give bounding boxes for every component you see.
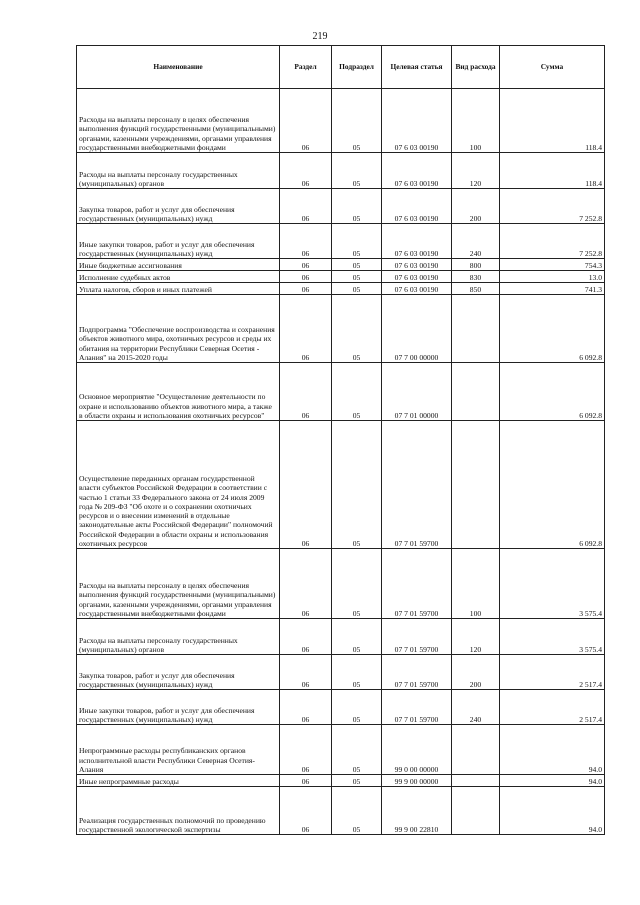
- row-name: Расходы на выплаты персоналу в целях обеспечения выполнения функций государственными (муниципальными) органами, казенными учреждениями, органами управления государственными внебюджетными фондами: [77, 549, 280, 619]
- row-section: 06: [280, 690, 332, 725]
- row-target: 99 9 00 22810: [382, 787, 452, 835]
- row-type: 100: [452, 549, 500, 619]
- table-body: [77, 89, 605, 835]
- row-subsection: 05: [332, 189, 382, 224]
- table-row: [77, 259, 605, 271]
- row-section: 06: [280, 271, 332, 283]
- table-row: [77, 89, 605, 153]
- row-target: 07 7 01 59700: [382, 690, 452, 725]
- header-type: Вид расхода: [452, 46, 500, 89]
- row-subsection: 05: [332, 153, 382, 189]
- row-sum: 94.0: [500, 775, 605, 787]
- row-target: 07 6 03 00190: [382, 283, 452, 295]
- row-target: 07 7 01 59700: [382, 619, 452, 655]
- table-row: [77, 725, 605, 775]
- table-row: [77, 619, 605, 655]
- table-row: [77, 224, 605, 259]
- row-section: 06: [280, 787, 332, 835]
- row-type: 830: [452, 271, 500, 283]
- table-row: [77, 549, 605, 619]
- table-row: [77, 271, 605, 283]
- row-name: Иные бюджетные ассигнования: [77, 259, 280, 271]
- row-subsection: 05: [332, 295, 382, 363]
- row-section: 06: [280, 295, 332, 363]
- row-target: 99 9 00 00000: [382, 775, 452, 787]
- row-target: 07 6 03 00190: [382, 89, 452, 153]
- row-target: 07 6 03 00190: [382, 224, 452, 259]
- row-section: 06: [280, 89, 332, 153]
- row-sum: 741.3: [500, 283, 605, 295]
- row-target: 07 7 01 59700: [382, 421, 452, 549]
- header-sum: Сумма: [500, 46, 605, 89]
- row-type: [452, 421, 500, 549]
- table-row: [77, 690, 605, 725]
- row-sum: 13.0: [500, 271, 605, 283]
- row-sum: 7 252.8: [500, 224, 605, 259]
- row-name: Осуществление переданных органам государственной власти субъектов Российской Федерации в соответствии с частью 1 статьи 33 Федерального закона от 24 июля 2009 года № 209-ФЗ "Об охоте и о сохранении охотничьих ресурсов и о внесении изменений в отдельные законодательные акты Российской Федерации" полномочий Российской Федерации в области охраны и использования охотничьих ресурсов: [77, 421, 280, 549]
- row-subsection: 05: [332, 655, 382, 690]
- row-target: 07 7 01 59700: [382, 655, 452, 690]
- row-type: 240: [452, 224, 500, 259]
- row-name: Иные закупки товаров, работ и услуг для обеспечения государственных (муниципальных) нужд: [77, 224, 280, 259]
- row-subsection: 05: [332, 690, 382, 725]
- row-type: 200: [452, 655, 500, 690]
- row-sum: 6 092.8: [500, 363, 605, 421]
- row-type: 120: [452, 153, 500, 189]
- header-target: Целевая статья: [382, 46, 452, 89]
- row-target: 07 6 03 00190: [382, 189, 452, 224]
- row-sum: 7 252.8: [500, 189, 605, 224]
- row-subsection: 05: [332, 259, 382, 271]
- row-section: 06: [280, 189, 332, 224]
- table-row: [77, 787, 605, 835]
- row-sum: 754.3: [500, 259, 605, 271]
- row-target: 07 7 01 59700: [382, 549, 452, 619]
- budget-table: [76, 45, 605, 835]
- row-sum: 2 517.4: [500, 655, 605, 690]
- table-row: [77, 283, 605, 295]
- table-row: [77, 363, 605, 421]
- header-name: Наименование: [77, 46, 280, 89]
- row-subsection: 05: [332, 775, 382, 787]
- row-target: 99 0 00 00000: [382, 725, 452, 775]
- row-sum: 6 092.8: [500, 295, 605, 363]
- row-section: 06: [280, 549, 332, 619]
- row-subsection: 05: [332, 283, 382, 295]
- row-subsection: 05: [332, 421, 382, 549]
- header-section: Раздел: [280, 46, 332, 89]
- page-number: 219: [312, 31, 328, 42]
- row-section: 06: [280, 421, 332, 549]
- row-type: 850: [452, 283, 500, 295]
- row-subsection: 05: [332, 725, 382, 775]
- row-type: 800: [452, 259, 500, 271]
- row-section: 06: [280, 224, 332, 259]
- header-subsection: Подраздел: [332, 46, 382, 89]
- row-name: Подпрограмма "Обеспечение воспроизводства и сохранения объектов животного мира, охотничьих ресурсов и среды их обитания на территории Республики Северная Осетия - Алания" на 2015-2020 годы: [77, 295, 280, 363]
- row-type: [452, 775, 500, 787]
- row-section: 06: [280, 363, 332, 421]
- row-sum: 3 575.4: [500, 549, 605, 619]
- row-name: Исполнение судебных актов: [77, 271, 280, 283]
- row-type: 240: [452, 690, 500, 725]
- row-subsection: 05: [332, 89, 382, 153]
- row-name: Основное мероприятие "Осуществление деятельности по охране и использованию объектов животного мира, а также в области охраны и использования охотничьих ресурсов": [77, 363, 280, 421]
- row-name: Иные непрограммные расходы: [77, 775, 280, 787]
- row-type: [452, 787, 500, 835]
- row-section: 06: [280, 153, 332, 189]
- header-row: [77, 46, 605, 89]
- row-name: Расходы на выплаты персоналу государственных (муниципальных) органов: [77, 619, 280, 655]
- row-name: Уплата налогов, сборов и иных платежей: [77, 283, 280, 295]
- row-name: Расходы на выплаты персоналу в целях обеспечения выполнения функций государственными (муниципальными) органами, казенными учреждениями, органами управления государственными внебюджетными фондами: [77, 89, 280, 153]
- row-subsection: 05: [332, 363, 382, 421]
- row-subsection: 05: [332, 549, 382, 619]
- row-sum: 118.4: [500, 89, 605, 153]
- row-type: [452, 295, 500, 363]
- row-type: 200: [452, 189, 500, 224]
- row-name: Реализация государственных полномочий по проведению государственной экологической экспертизы: [77, 787, 280, 835]
- row-target: 07 6 03 00190: [382, 271, 452, 283]
- row-section: 06: [280, 775, 332, 787]
- table-row: [77, 421, 605, 549]
- row-name: Закупка товаров, работ и услуг для обеспечения государственных (муниципальных) нужд: [77, 655, 280, 690]
- row-section: 06: [280, 725, 332, 775]
- row-sum: 94.0: [500, 787, 605, 835]
- row-type: 120: [452, 619, 500, 655]
- row-sum: 2 517.4: [500, 690, 605, 725]
- row-section: 06: [280, 259, 332, 271]
- row-name: Непрограммные расходы республиканских органов исполнительной власти Республики Северная Осетия-Алания: [77, 725, 280, 775]
- table-row: [77, 153, 605, 189]
- row-target: 07 7 01 00000: [382, 363, 452, 421]
- row-subsection: 05: [332, 619, 382, 655]
- row-sum: 94.0: [500, 725, 605, 775]
- row-type: [452, 363, 500, 421]
- row-subsection: 05: [332, 224, 382, 259]
- table-row: [77, 655, 605, 690]
- row-sum: 6 092.8: [500, 421, 605, 549]
- row-sum: 118.4: [500, 153, 605, 189]
- row-name: Иные закупки товаров, работ и услуг для обеспечения государственных (муниципальных) нужд: [77, 690, 280, 725]
- row-sum: 3 575.4: [500, 619, 605, 655]
- row-subsection: 05: [332, 787, 382, 835]
- row-subsection: 05: [332, 271, 382, 283]
- row-name: Расходы на выплаты персоналу государственных (муниципальных) органов: [77, 153, 280, 189]
- row-section: 06: [280, 283, 332, 295]
- row-name: Закупка товаров, работ и услуг для обеспечения государственных (муниципальных) нужд: [77, 189, 280, 224]
- table-row: [77, 775, 605, 787]
- row-section: 06: [280, 655, 332, 690]
- row-type: 100: [452, 89, 500, 153]
- row-target: 07 6 03 00190: [382, 153, 452, 189]
- row-target: 07 7 00 00000: [382, 295, 452, 363]
- row-target: 07 6 03 00190: [382, 259, 452, 271]
- row-section: 06: [280, 619, 332, 655]
- table-row: [77, 295, 605, 363]
- row-type: [452, 725, 500, 775]
- table-row: [77, 189, 605, 224]
